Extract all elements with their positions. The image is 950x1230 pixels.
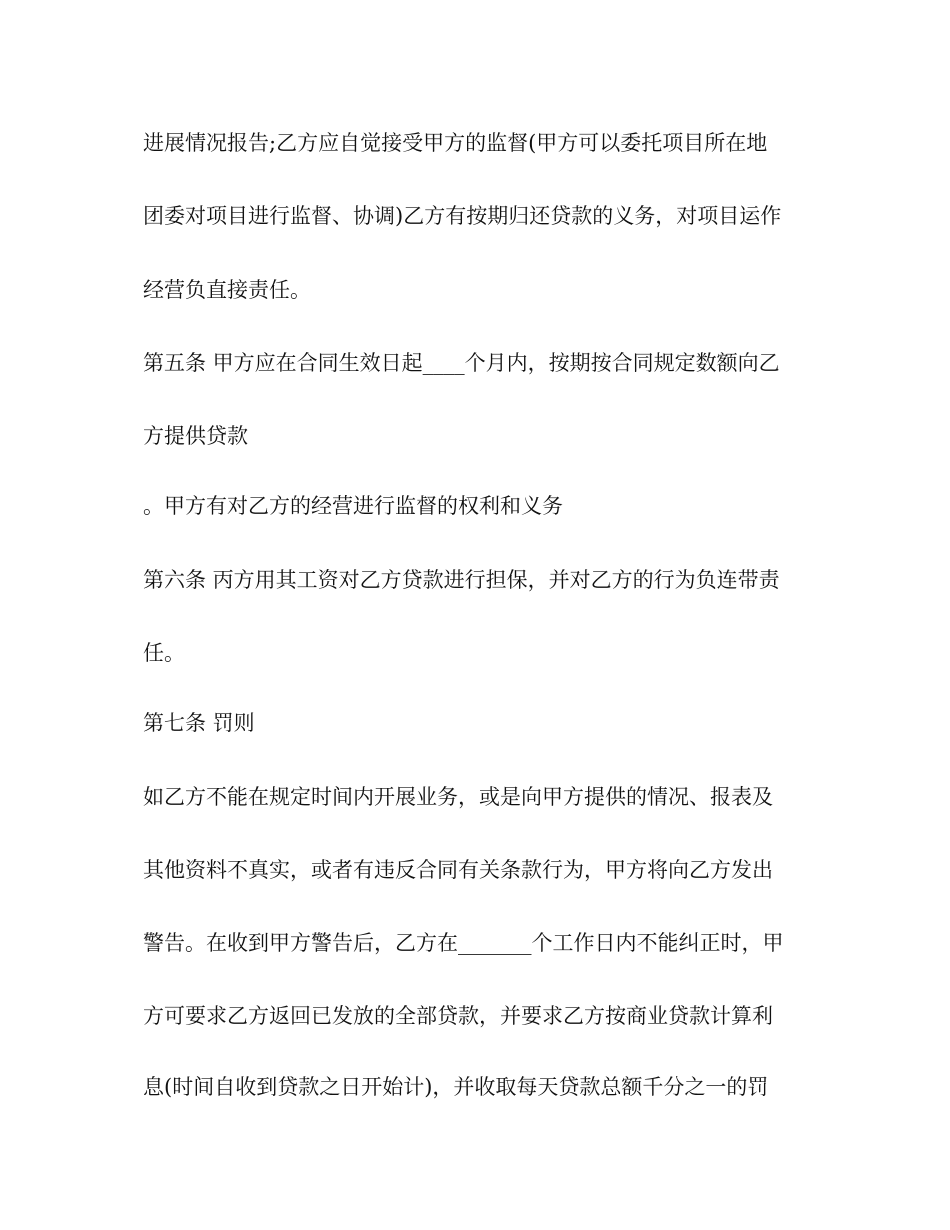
article-7-heading: 第七条 罚则 — [143, 711, 255, 735]
text-line: 其他资料不真实，或者有违反合同有关条款行为，甲方将向乙方发出 — [143, 858, 773, 882]
article-5-heading-line: 第五条 甲方应在合同生效日起____个月内，按期按合同规定数额向乙 — [143, 351, 780, 375]
text-line: 经营负直接责任。 — [143, 278, 311, 302]
text-line: 任。 — [143, 641, 185, 665]
text-line: 进展情况报告;乙方应自觉接受甲方的监督(甲方可以委托项目所在地 — [143, 131, 768, 155]
text-line: 。甲方有对乙方的经营进行监督的权利和义务 — [143, 494, 563, 518]
text-line: 如乙方不能在规定时间内开展业务，或是向甲方提供的情况、报表及 — [143, 785, 773, 809]
text-line: 息(时间自收到贷款之日开始计)，并收取每天贷款总额千分之一的罚 — [143, 1075, 769, 1099]
text-line: 团委对项目进行监督、协调)乙方有按期归还贷款的义务，对项目运作 — [143, 204, 782, 228]
text-line: 方提供贷款 — [143, 424, 248, 448]
text-line: 方可要求乙方返回已发放的全部贷款，并要求乙方按商业贷款计算利 — [143, 1004, 773, 1028]
text-line: 警告。在收到甲方警告后，乙方在_______个工作日内不能纠正时，甲 — [143, 931, 784, 955]
article-6-heading-line: 第六条 丙方用其工资对乙方贷款进行担保，并对乙方的行为负连带责 — [143, 568, 780, 592]
